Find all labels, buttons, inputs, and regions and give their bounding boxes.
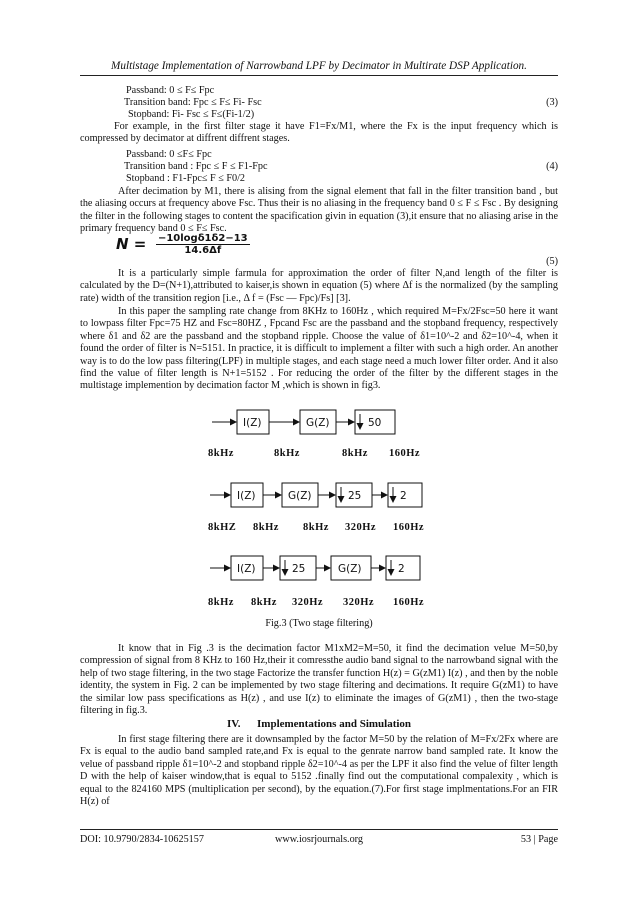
fig3-diagram [195,405,435,620]
eq3-stopband: Stopband: Fi- Fsc ≤ F≤(Fi-1/2) [128,109,255,120]
para-this-paper: In this paper the sampling rate change from 8KHz to 160Hz , which required M=Fx/2Fsc=50 here it want to lowpass filter Fpc=75 HZ and Fsc=80HZ , Fpcand Fsc are the passband and the stopband frequency, respectively where δ1 and δ2 are the passband and the stopband ripple. Choose the value of δ1=10^-2 and δ2=10^-4, when it found the order of filter is N=5151. In practice, it is difficult to implement a filter with such a high order. An another way is to do the low pass filtering(LPF) in multiple stages, and each stage need a much lower filter order. And it also find the value of filter length is N+1=5152 . For reducing the order of the filter by the different stages in the multistage implemention by decimation factor M ,which is shown in fig3. [80,306,558,392]
eq5-number: (5) [546,256,558,267]
row2-label-g: G(Z) [288,490,312,502]
row3-freq-4: 160Hz [393,597,425,608]
section-title: Implementations and Simulation [257,718,412,730]
footer-page: 53 | Page [520,834,558,845]
row1-freq-0: 8kHz [208,448,234,459]
kaiser-formula [116,233,250,256]
row3-freq-2: 320Hz [292,597,324,608]
formula-lhs: N = [116,235,147,253]
para-fig3-explanation: It know that in Fig .3 is the decimation factor M1xM2=M=50, it find the decimation velue M=50,by compression of signal from 8 KHz to 160 Hz,their it comressthe audio band signal to the narrowband signal with the help of two stage filtering, in the two stage Factorize the transfer function H(z) = G(zM1) I(z) , and then by the noble identity, the system in Fig. 2 can be implemented by two stage filtering and decimations. It require G(zM1) to have the similar low pass specifications as H(z) , and use I(z) to eliminate the images of G(zM1) , then the two-stage filtering in fig.3. [80,643,558,717]
section-heading [0,718,638,730]
row2-freq-4: 160Hz [393,522,425,533]
header-rule [80,75,558,76]
eq3-transition: Transition band: Fpc ≤ F≤ Fi- Fsc [124,97,262,108]
row2-label-i: I(Z) [237,490,256,502]
para-simple-formula: It is a particularly simple farmula for approximation the order of filter N,and length of the filter is calculated by the D=(N+1),attributed to kaiser,is shown in equation (5) where Δf is the normalized (by the sampling rate) width of the transition region [i.e., Δ f = (Fsc — Fpc)/Fs] [3]. [80,268,558,304]
row3-freq-0: 8kHz [208,597,234,608]
eq3-number: (3) [546,97,558,108]
row1-label-m: 50 [368,417,382,429]
row3-freq-3: 320Hz [343,597,375,608]
para-implementation: In first stage filtering there are it downsampled by the factor M=50 by the relation of M=Fx/2Fx where are Fx is equal to the audio band sampled rate,and Fx is equal to the genrate narrow band sampled rate. It know the velue of passband ripple δ1=10^-2 and stopband ripple δ2=10^-4 as per the LPF it also find the velue of filter length D with the help of kaiser window,that is equal to 5152 .finally find out the computational compalexity , which is equal to the 824160 MPS (multiplication per second), by the equation.(7).For first stage implmentations.For an FIR H(z) of [80,734,558,808]
figure-caption: Fig.3 (Two stage filtering) [265,618,373,629]
running-header: Multistage Implementation of Narrowband LPF by Decimator in Multirate DSP Application. [111,60,527,72]
row1-freq-2: 8kHz [342,448,368,459]
row1-label-g: G(Z) [306,417,330,429]
row3-label-m2: 2 [398,563,405,575]
eq4-stopband: Stopband : F1-Fpc≤ F ≤ F0/2 [126,173,246,184]
row2-freq-1: 8kHz [253,522,279,533]
row2-freq-0: 8kHZ [208,522,237,533]
row3-freq-1: 8kHz [251,597,277,608]
footer-rule [80,829,558,830]
eq4-transition: Transition band : Fpc ≤ F ≤ F1-Fpc [124,161,268,172]
formula-numerator: −10logδ1δ2−13 [157,233,248,244]
footer-url[interactable]: www.iosrjournals.org [274,834,363,845]
row2-label-m1: 25 [348,490,362,502]
row3-label-m1: 25 [292,563,306,575]
row1-freq-3: 160Hz [389,448,421,459]
formula-denominator: 14.6Δf [184,245,222,256]
row1-freq-1: 8kHz [274,448,300,459]
para-after-decimation: After decimation by M1, there is alising from the signal element that fall in the filter transition band , but the aliasing occurs at frequency above Fsc. Thus their is no aliasing in the frequency band 0 ≤ F ≤ Fsc . By designing the filter in the following stages to content the spacification givin in equation (3),it ensure that no aliasing arise in the primary frequency band 0 ≤ F≤ Fsc. [80,186,558,235]
footer-doi: DOI: 10.9790/2834-10625157 [80,834,204,845]
eq4-number: (4) [546,161,558,172]
para-example: For example, in the first filter stage it have F1=Fx/M1, where the Fx is the input frequency which is compressed by decimator at diffrent diffrent stages. [80,121,558,145]
row2-label-m2: 2 [400,490,407,502]
section-number: IV. [226,718,241,730]
eq3-passband: Passband: 0 ≤ F≤ Fpc [126,85,215,96]
row3-label-i: I(Z) [237,563,256,575]
row3-label-g: G(Z) [338,563,362,575]
row2-freq-3: 320Hz [345,522,377,533]
eq4-passband: Passband: 0 ≤F≤ Fpc [126,149,212,160]
row1-label-i: I(Z) [243,417,262,429]
row2-freq-2: 8kHz [303,522,329,533]
